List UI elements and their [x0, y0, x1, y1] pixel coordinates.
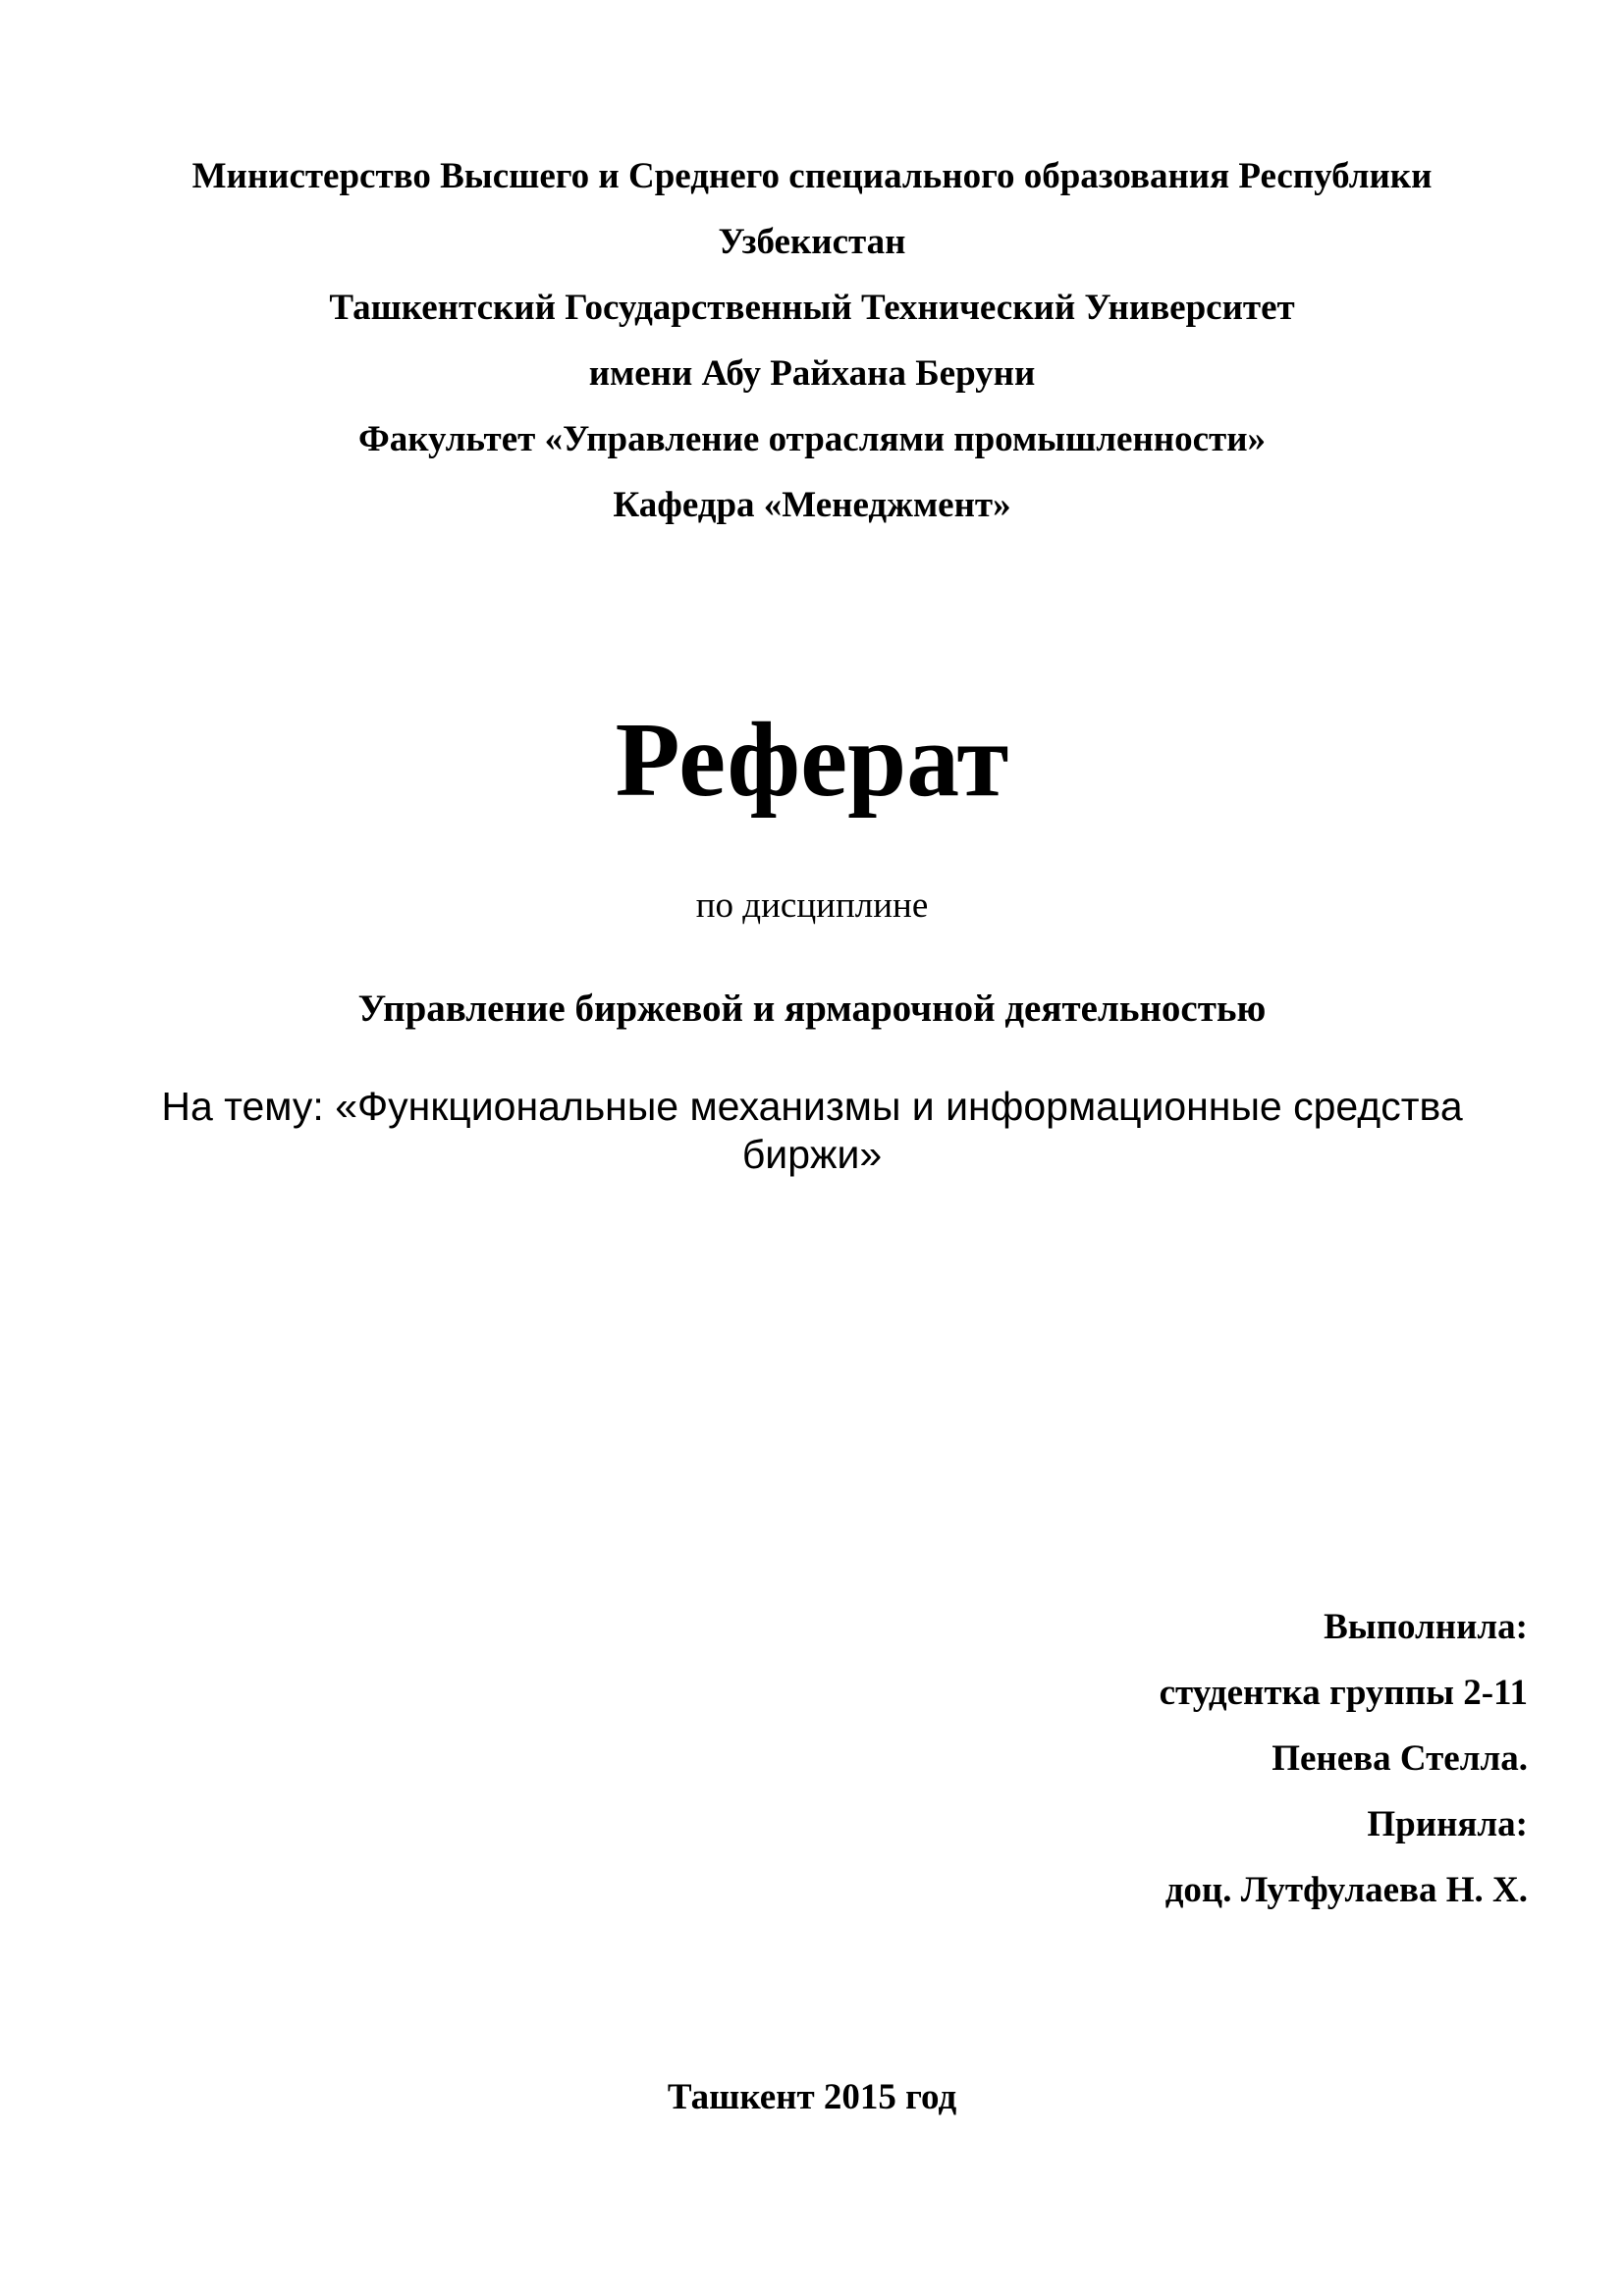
city-year: Ташкент 2015 год: [667, 2077, 957, 2117]
accepted-by-label: Приняла:: [1367, 1804, 1528, 1844]
student-name: Пенева Стелла.: [1272, 1738, 1528, 1779]
university-name: Ташкентский Государственный Технический Университет: [329, 288, 1295, 328]
faculty-name: Факультет «Управление отраслями промышленности»: [357, 419, 1267, 459]
topic-line-1: На тему: «Функциональные механизмы и информационные средства: [161, 1084, 1463, 1129]
ministry-line-1: Министерство Высшего и Среднего специального образования Республики: [191, 156, 1433, 196]
discipline-label: по дисциплине: [695, 885, 929, 926]
student-group: студентка группы 2-11: [1159, 1673, 1528, 1713]
signature-block: [742, 1605, 1528, 1934]
performed-by-label: Выполнила:: [1324, 1607, 1528, 1647]
ministry-line-2: Узбекистан: [718, 222, 906, 262]
teacher-name: доц. Лутфулаева Н. Х.: [1164, 1870, 1528, 1910]
university-name-suffix: имени Абу Райхана Беруни: [588, 353, 1036, 394]
document-title: Реферат: [615, 702, 1009, 819]
discipline-name: Управление биржевой и ярмарочной деятельностью: [357, 988, 1267, 1030]
topic-line-2: биржи»: [741, 1132, 883, 1177]
department-name: Кафедра «Менеджмент»: [613, 485, 1011, 525]
